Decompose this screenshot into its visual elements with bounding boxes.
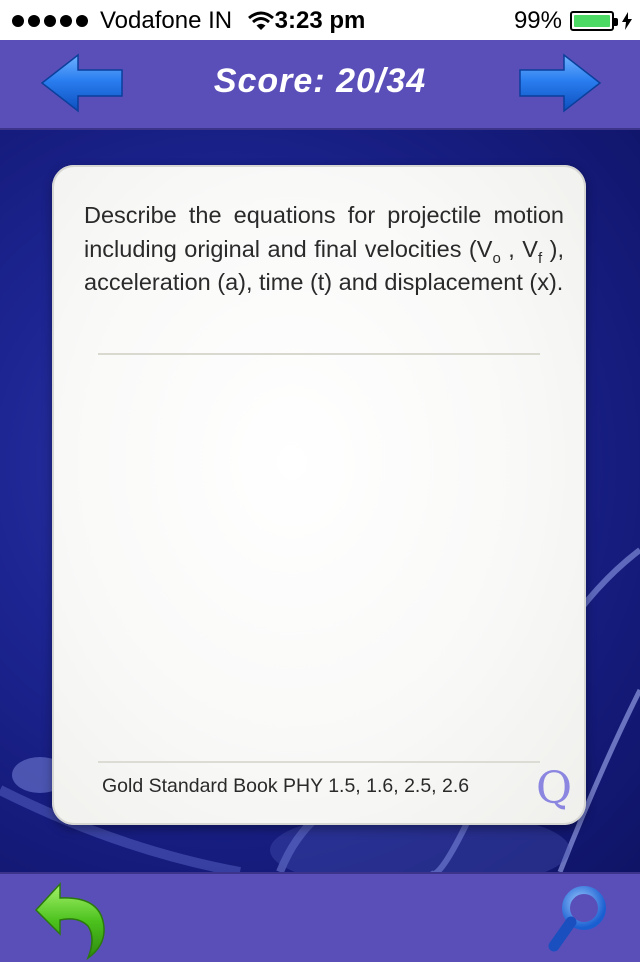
status-right [514,7,632,35]
question-text-part: Describe the equations for projectile motion including original and final velocities (V [84,202,564,262]
question-text-part: ), acceleration (a), time (t) and displacement (x). [84,235,564,295]
status-time: 3:23 pm [274,7,366,34]
status-bar [0,0,640,40]
battery-fill [574,15,610,27]
bolt-icon [622,12,632,30]
question-card [52,165,586,825]
subscript-o: o [492,249,501,267]
card-divider [98,353,540,355]
battery-icon [570,11,614,31]
question-badge: Q [536,763,573,814]
carrier-name: Vodafone IN [100,7,233,34]
subscript-f: f [537,249,543,267]
arrow-right-icon[interactable] [518,52,602,114]
bottom-toolbar [0,872,640,962]
search-icon[interactable] [546,884,610,956]
header-bar [0,40,640,130]
question-text [84,199,564,300]
book-reference: Gold Standard Book PHY 1.5, 1.6, 2.5, 2.6 [102,775,470,797]
battery-percent: 99% [513,7,562,34]
score-title: Score: 20/34 [213,62,427,100]
question-text-part: , V [500,235,538,262]
card-divider [98,761,540,763]
undo-arrow-icon[interactable] [30,880,112,960]
